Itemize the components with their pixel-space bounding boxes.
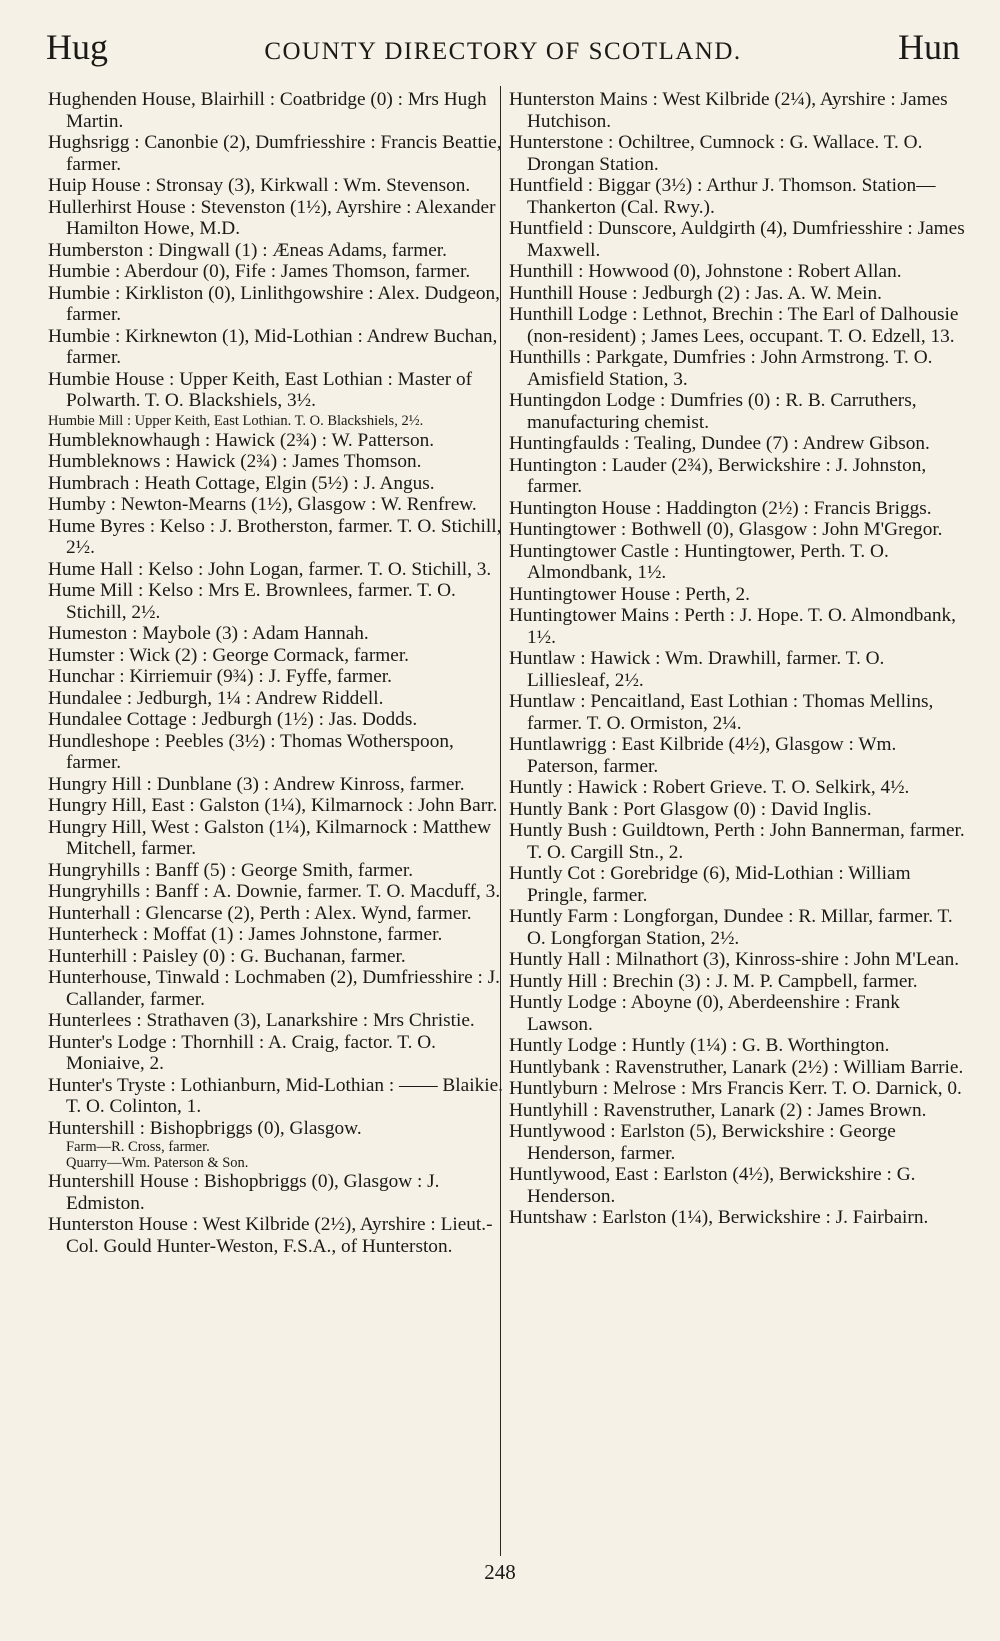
- directory-entry: Huntly : Hawick : Robert Grieve. T. O. Selkirk, 4½.: [509, 777, 910, 798]
- directory-entry: Humbrach : Heath Cottage, Elgin (5½) : J. Angus.: [48, 472, 435, 494]
- directory-entry: Hughenden House, Blairhill : Coatbridge (0) : Mrs Hugh Martin.: [48, 89, 487, 132]
- directory-entry: Huntly Hill : Brechin (3) : J. M. P. Campbell, farmer.: [509, 970, 918, 992]
- directory-entry: Hunterstone : Ochiltree, Cumnock : G. Wallace. T. O. Drongan Station.: [509, 132, 923, 175]
- directory-entry: Hundalee : Jedburgh, 1¼ : Andrew Riddell.: [48, 687, 384, 709]
- directory-entry: Hunterlees : Strathaven (3), Lanarkshire : Mrs Christie.: [48, 1010, 475, 1031]
- directory-entry: Humbie : Kirkliston (0), Linlithgowshire : Alex. Dudgeon, farmer.: [48, 282, 500, 325]
- directory-entry: Hunthills : Parkgate, Dumfries : John Armstrong. T. O. Amisfield Station, 3.: [509, 347, 933, 390]
- directory-entry: Hume Mill : Kelso : Mrs E. Brownlees, farmer. T. O. Stichill, 2½.: [48, 580, 456, 623]
- directory-entry: Humster : Wick (2) : George Cormack, farmer.: [48, 644, 409, 666]
- directory-entry: Hunterhill : Paisley (0) : G. Buchanan, farmer.: [48, 945, 406, 967]
- directory-entry: Huntly Lodge : Aboyne (0), Aberdeenshire : Frank Lawson.: [509, 992, 900, 1035]
- directory-entry: Hunterston Mains : West Kilbride (2¼), Ayrshire : James Hutchison.: [509, 89, 948, 132]
- page-number: 248: [484, 1560, 516, 1584]
- left-column: [48, 89, 503, 1257]
- directory-entry: Huntly Bush : Guildtown, Perth : John Bannerman, farmer. T. O. Cargill Stn., 2.: [509, 820, 965, 863]
- directory-entry: Huntly Lodge : Huntly (1¼) : G. B. Worthington.: [509, 1035, 890, 1056]
- directory-entry: Hume Byres : Kelso : J. Brotherston, farmer. T. O. Stichill, 2½.: [48, 515, 502, 558]
- directory-entry: Hungry Hill, East : Galston (1¼), Kilmarnock : John Barr.: [48, 795, 498, 816]
- directory-entry: Hunterheck : Moffat (1) : James Johnstone, farmer.: [48, 924, 443, 945]
- directory-entry: Huntingtower Castle : Huntingtower, Perth. T. O. Almondbank, 1½.: [509, 540, 889, 583]
- directory-entry: Hungryhills : Banff : A. Downie, farmer. T. O. Macduff, 3.: [48, 881, 501, 902]
- directory-entry: Huntlyhill : Ravenstruther, Lanark (2) : James Brown.: [509, 1099, 927, 1121]
- right-column: [509, 89, 965, 1229]
- directory-entry: Hunterston House : West Kilbride (2½), Ayrshire : Lieut.-Col. Gould Hunter-Weston, F.S.A., of Hunterston.: [48, 1214, 493, 1257]
- directory-entry: Huntingfaulds : Tealing, Dundee (7) : Andrew Gibson.: [509, 433, 930, 454]
- directory-entry: Hunter's Tryste : Lothianburn, Mid-Lothian : —— Blaikie. T. O. Colinton, 1.: [48, 1074, 503, 1117]
- directory-sub-entry: Quarry—Wm. Paterson & Son.: [66, 1155, 249, 1171]
- directory-entry: Hume Hall : Kelso : John Logan, farmer. T. O. Stichill, 3.: [48, 558, 492, 580]
- directory-entry: Hundleshope : Peebles (3½) : Thomas Wotherspoon, farmer.: [48, 730, 454, 773]
- directory-entry: Huntershill House : Bishopbriggs (0), Glasgow : J. Edmiston.: [48, 1171, 440, 1214]
- directory-entry: Humbie Mill : Upper Keith, East Lothian. T. O. Blackshiels, 2½.: [48, 412, 424, 429]
- column-divider: [500, 86, 501, 1556]
- directory-entry: Huntingtower : Bothwell (0), Glasgow : John M'Gregor.: [509, 519, 943, 540]
- directory-entry: Huntlybank : Ravenstruther, Lanark (2½) : William Barrie.: [509, 1056, 964, 1078]
- running-header: [46, 26, 960, 76]
- directory-entry: Hundalee Cottage : Jedburgh (1½) : Jas. Dodds.: [48, 709, 418, 730]
- directory-entry: Huntington : Lauder (2¾), Berwickshire : J. Johnston, farmer.: [509, 454, 927, 497]
- directory-entry: Huntly Farm : Longforgan, Dundee : R. Millar, farmer. T. O. Longforgan Station, 2½.: [509, 906, 953, 949]
- directory-entry: Huntlaw : Hawick : Wm. Drawhill, farmer. T. O. Lilliesleaf, 2½.: [509, 648, 885, 691]
- directory-entry: Hunterhall : Glencarse (2), Perth : Alex. Wynd, farmer.: [48, 902, 472, 924]
- directory-entry: Hungry Hill, West : Galston (1¼), Kilmarnock : Matthew Mitchell, farmer.: [48, 816, 492, 859]
- directory-sub-entry: Farm—R. Cross, farmer.: [66, 1139, 210, 1155]
- directory-entry: Humbie : Aberdour (0), Fife : James Thomson, farmer.: [48, 261, 471, 282]
- directory-entry: Hunchar : Kirriemuir (9¾) : J. Fyffe, farmer.: [48, 666, 392, 687]
- directory-entry: Hungry Hill : Dunblane (3) : Andrew Kinross, farmer.: [48, 773, 465, 795]
- directory-entry: Humbleknowhaugh : Hawick (2¾) : W. Patterson.: [48, 429, 435, 451]
- directory-entry: Hunthill Lodge : Lethnot, Brechin : The Earl of Dalhousie (non-resident) ; James Lees, occupant. T. O. Edzell, 13.: [509, 304, 959, 347]
- header-title: COUNTY DIRECTORY OF SCOTLAND.: [264, 38, 742, 65]
- directory-entry: Huntlyburn : Melrose : Mrs Francis Kerr. T. O. Darnick, 0.: [509, 1078, 962, 1099]
- directory-entry: Huntly Bank : Port Glasgow (0) : David Inglis.: [509, 798, 872, 820]
- directory-entry: Hughsrigg : Canonbie (2), Dumfriesshire : Francis Beattie, farmer.: [48, 132, 502, 175]
- directory-entry: Huip House : Stronsay (3), Kirkwall : Wm. Stevenson.: [48, 175, 471, 196]
- directory-entry: Hullerhirst House : Stevenston (1½), Ayrshire : Alexander Hamilton Howe, M.D.: [48, 196, 496, 239]
- directory-entry: Huntly Cot : Gorebridge (6), Mid-Lothian : William Pringle, farmer.: [509, 863, 911, 906]
- directory-entry: Huntfield : Biggar (3½) : Arthur J. Thomson. Station—Thankerton (Cal. Rwy.).: [509, 175, 936, 218]
- directory-entry: Humby : Newton-Mearns (1½), Glasgow : W. Renfrew.: [48, 494, 477, 515]
- directory-entry: Huntfield : Dunscore, Auldgirth (4), Dumfriesshire : James Maxwell.: [509, 218, 965, 261]
- directory-entry: Hunter's Lodge : Thornhill : A. Craig, factor. T. O. Moniaive, 2.: [48, 1031, 436, 1074]
- directory-entry: Huntershill : Bishopbriggs (0), Glasgow.: [48, 1117, 362, 1139]
- directory-entry: Hunterhouse, Tinwald : Lochmaben (2), Dumfriesshire : J. Callander, farmer.: [48, 967, 500, 1010]
- directory-entry: Hunthill : Howwood (0), Johnstone : Robert Allan.: [509, 261, 902, 282]
- directory-entry: Humeston : Maybole (3) : Adam Hannah.: [48, 623, 369, 644]
- directory-entry: Huntingdon Lodge : Dumfries (0) : R. B. Carruthers, manufacturing chemist.: [509, 390, 917, 433]
- directory-entry: Huntington House : Haddington (2½) : Francis Briggs.: [509, 497, 932, 519]
- directory-entry: Hungryhills : Banff (5) : George Smith, farmer.: [48, 859, 414, 881]
- directory-entry: Hunthill House : Jedburgh (2) : Jas. A. W. Mein.: [509, 282, 882, 304]
- directory-entry: Huntlywood : Earlston (5), Berwickshire : George Henderson, farmer.: [509, 1121, 896, 1164]
- directory-entry: Huntshaw : Earlston (1¼), Berwickshire : J. Fairbairn.: [509, 1207, 929, 1228]
- directory-entry: Huntlawrigg : East Kilbride (4½), Glasgow : Wm. Paterson, farmer.: [509, 734, 897, 777]
- directory-entry: Humberston : Dingwall (1) : Æneas Adams, farmer.: [48, 239, 447, 261]
- directory-entry: Humbie House : Upper Keith, East Lothian : Master of Polwarth. T. O. Blackshiels, 3½.: [48, 368, 473, 411]
- directory-entry: Huntlaw : Pencaitland, East Lothian : Thomas Mellins, farmer. T. O. Ormiston, 2¼.: [509, 691, 934, 734]
- directory-entry: Humbleknows : Hawick (2¾) : James Thomson.: [48, 451, 422, 472]
- directory-entry: Huntingtower Mains : Perth : J. Hope. T. O. Almondbank, 1½.: [509, 605, 957, 648]
- directory-entry: Huntly Hall : Milnathort (3), Kinross-shire : John M'Lean.: [509, 949, 960, 970]
- directory-entry: Humbie : Kirknewton (1), Mid-Lothian : Andrew Buchan, farmer.: [48, 325, 498, 368]
- directory-entry: Huntlywood, East : Earlston (4½), Berwickshire : G. Henderson.: [509, 1164, 916, 1207]
- header-first-word: Hug: [46, 27, 108, 67]
- header-last-word: Hun: [897, 27, 960, 67]
- directory-entry: Huntingtower House : Perth, 2.: [509, 583, 750, 605]
